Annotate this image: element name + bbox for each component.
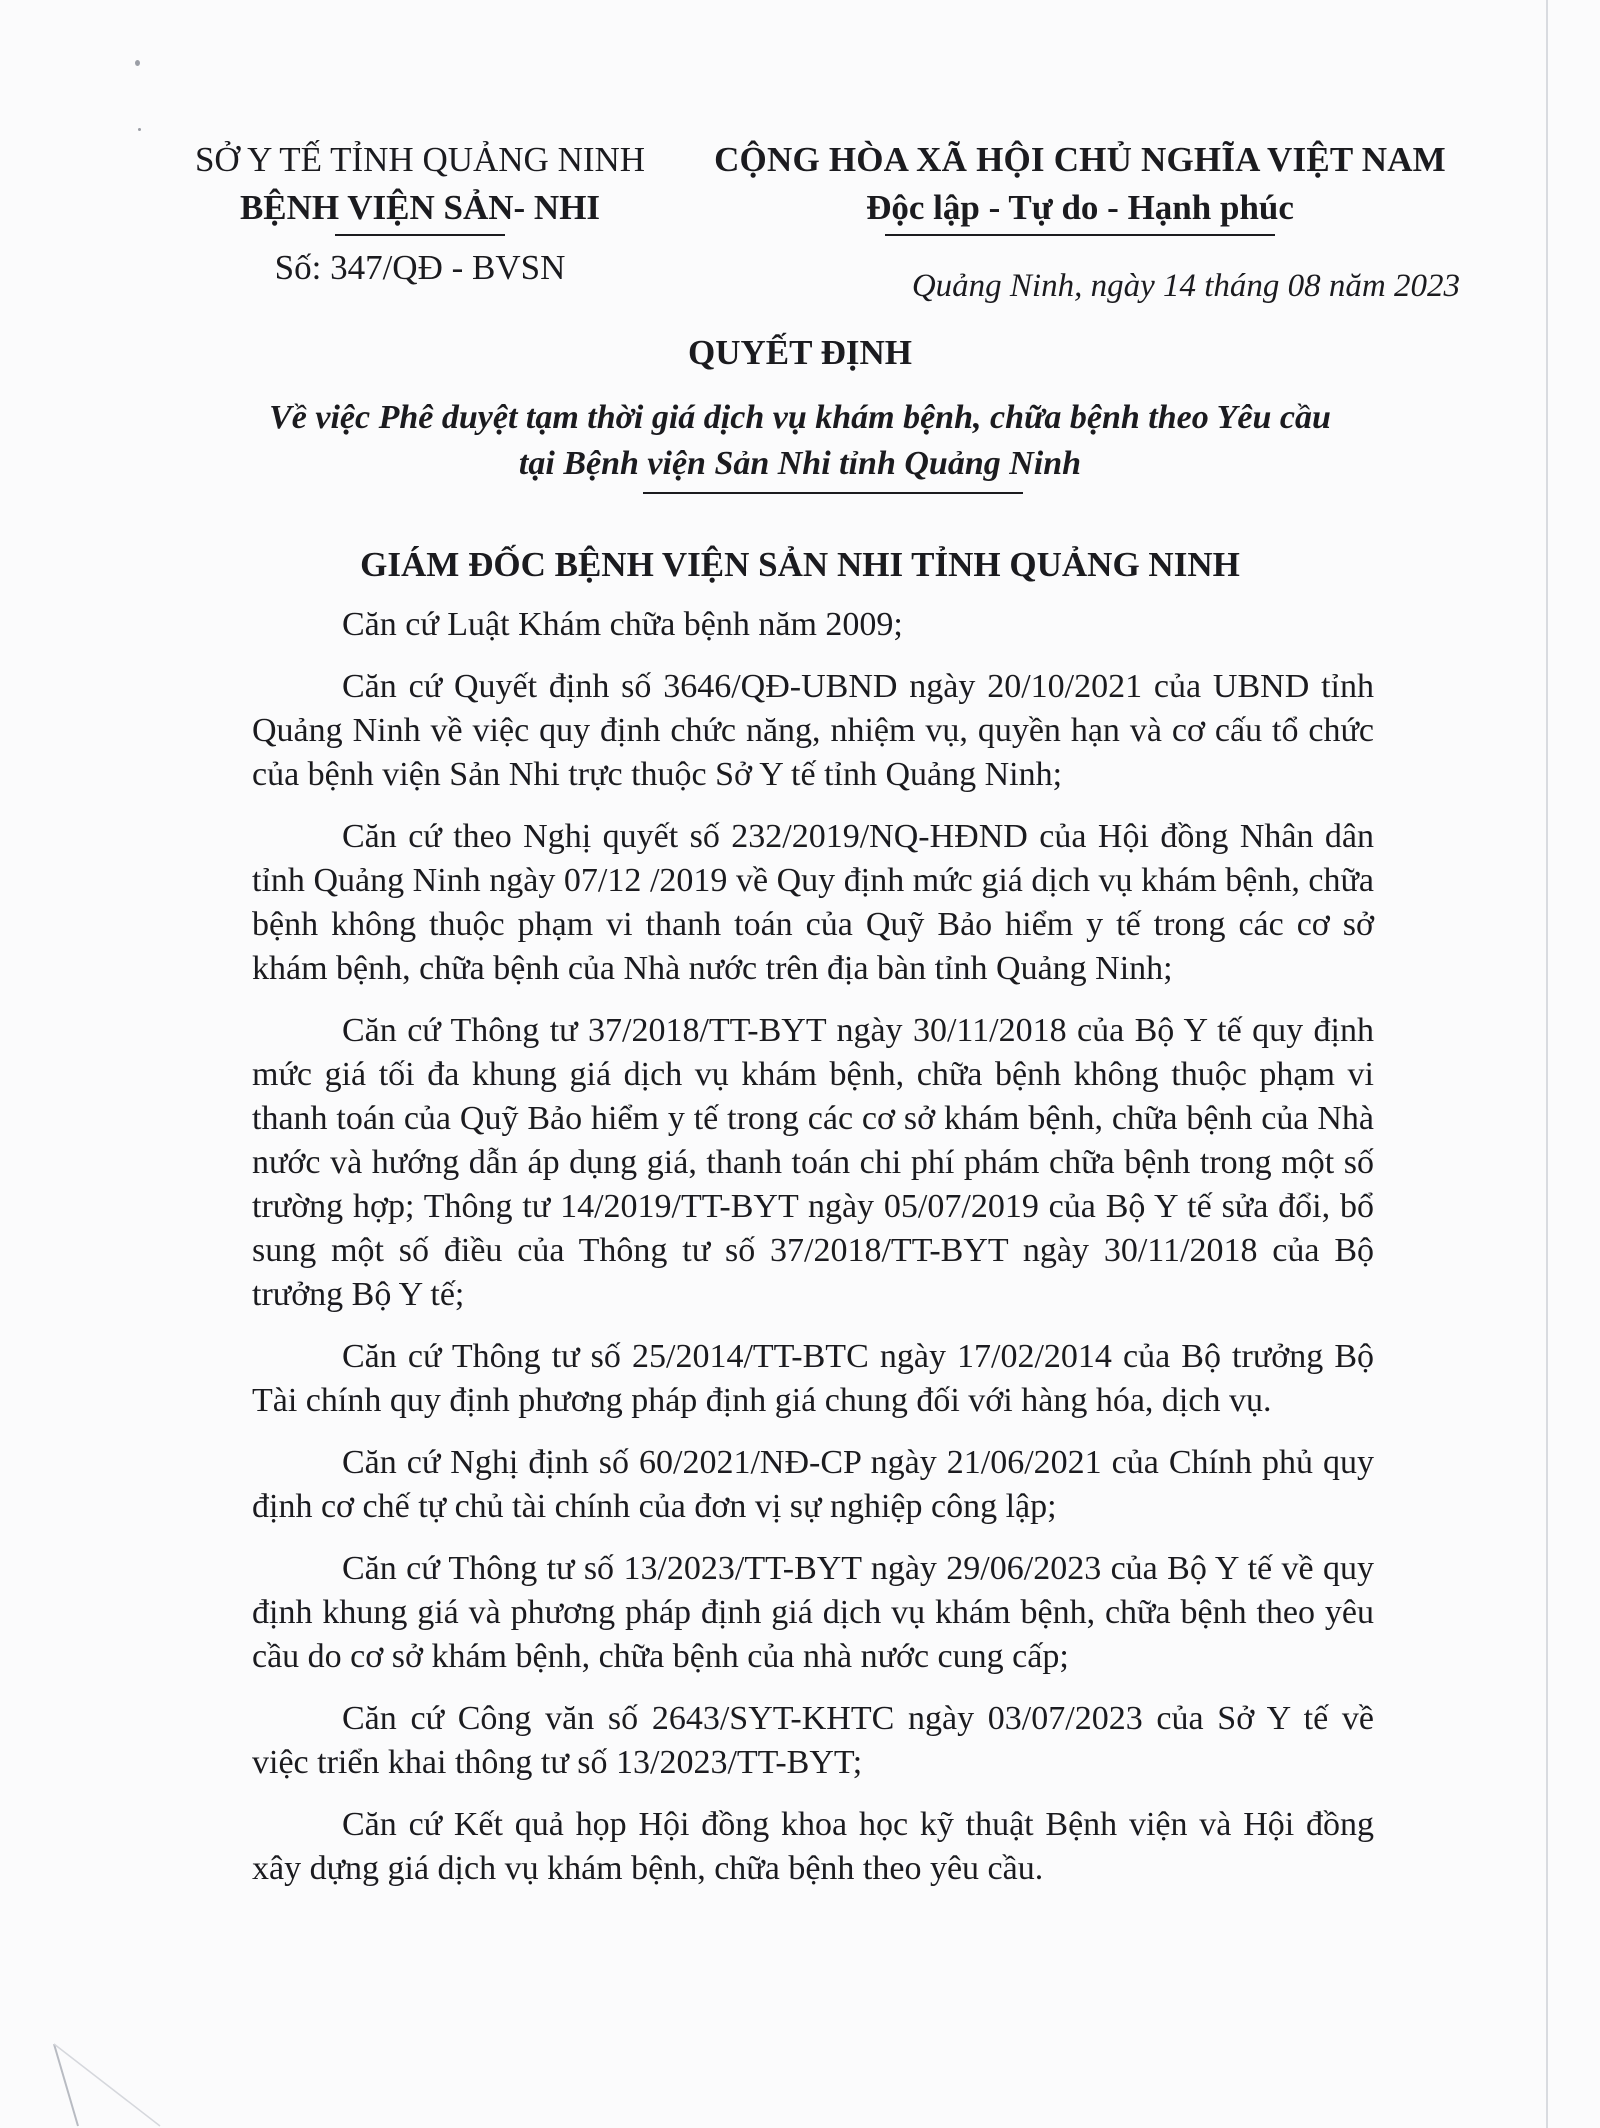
- document-subject: [0, 395, 1600, 487]
- legal-basis-paragraph: Căn cứ Thông tư 37/2018/TT-BYT ngày 30/11/2018 của Bộ Y tế quy định mức giá tối đa khung giá dịch vụ khám bệnh, chữa bệnh không thuộc phạm vi thanh toán của Quỹ Bảo hiểm y tế trong các cơ sở khám bệnh, chữa bệnh của Nhà nước và hướng dẫn áp dụng giá, thanh toán chi phí phám chữa bệnh trong một số trường hợp; Thông tư 14/2019/TT-BYT ngày 05/07/2019 của Bộ Y tế sửa đổi, bổ sung một số điều của Thông tư số 37/2018/TT-BYT ngày 30/11/2018 của Bộ trưởng Bộ Y tế;: [252, 1012, 1374, 1313]
- scan-speck: [138, 128, 141, 131]
- legal-basis-paragraph: Căn cứ Công văn số 2643/SYT-KHTC ngày 03/07/2023 của Sở Y tế về việc triển khai thông tư số 13/2023/TT-BYT;: [252, 1700, 1374, 1781]
- hospital-name: BỆNH VIỆN SẢN- NHI: [239, 187, 601, 227]
- issuing-agency-block: [170, 138, 670, 289]
- legal-basis-paragraph: Căn cứ Kết quả họp Hội đồng khoa học kỹ thuật Bệnh viện và Hội đồng xây dựng giá dịch vụ khám bệnh, chữa bệnh theo yêu cầu.: [252, 1806, 1374, 1887]
- scan-edge-line: [1546, 0, 1548, 2128]
- document-body: [252, 603, 1374, 1909]
- legal-basis-paragraph: Căn cứ Nghị định số 60/2021/NĐ-CP ngày 21/06/2021 của Chính phủ quy định cơ chế tự chủ tài chính của đơn vị sự nghiệp công lập;: [252, 1444, 1374, 1525]
- scan-speck: [135, 60, 140, 66]
- legal-basis-paragraph: Căn cứ Thông tư số 25/2014/TT-BTC ngày 17/02/2014 của Bộ trưởng Bộ Tài chính quy định phương pháp định giá chung đối với hàng hóa, dịch vụ.: [252, 1338, 1374, 1419]
- motto-underline: [885, 234, 1275, 236]
- hospital-underline: [335, 234, 505, 236]
- document-title: QUYẾT ĐỊNH: [688, 333, 912, 372]
- subject-line-2: tại Bệnh viện Sản Nhi tỉnh Quảng Ninh: [518, 444, 1082, 482]
- nation-name: CỘNG HÒA XÃ HỘI CHỦ NGHĨA VIỆT NAM: [714, 140, 1446, 179]
- subject-underline: [643, 492, 1023, 494]
- document-number: Số: 347/QĐ - BVSN: [274, 247, 566, 287]
- legal-basis-paragraph: Căn cứ Luật Khám chữa bệnh năm 2009;: [342, 606, 903, 643]
- subject-line-1: Về việc Phê duyệt tạm thời giá dịch vụ khám bệnh, chữa bệnh theo Yêu cầu: [269, 399, 1331, 436]
- issuing-authority: GIÁM ĐỐC BỆNH VIỆN SẢN NHI TỈNH QUẢNG NINH: [360, 545, 1240, 584]
- national-motto: Độc lập - Tự do - Hạnh phúc: [866, 187, 1294, 227]
- legal-basis-paragraph: Căn cứ Quyết định số 3646/QĐ-UBND ngày 20/10/2021 của UBND tỉnh Quảng Ninh về việc quy định chức năng, nhiệm vụ, quyền hạn và cơ cấu tổ chức của bệnh viện Sản Nhi trực thuộc Sở Y tế tỉnh Quảng Ninh;: [252, 668, 1374, 793]
- agency-name: SỞ Y TẾ TỈNH QUẢNG NINH: [194, 140, 646, 179]
- legal-basis-paragraph: Căn cứ Thông tư số 13/2023/TT-BYT ngày 29/06/2023 của Bộ Y tế về quy định khung giá và phương pháp định giá dịch vụ khám bệnh, chữa bệnh theo yêu cầu do cơ sở khám bệnh, chữa bệnh của nhà nước cung cấp;: [252, 1550, 1374, 1675]
- issue-date: Quảng Ninh, ngày 14 tháng 08 năm 2023: [911, 268, 1460, 304]
- legal-basis-paragraph: Căn cứ theo Nghị quyết số 232/2019/NQ-HĐND của Hội đồng Nhân dân tỉnh Quảng Ninh ngày 07/12 /2019 về Quy định mức giá dịch vụ khám bệnh, chữa bệnh không thuộc phạm vi thanh toán của Quỹ Bảo hiểm y tế trong các cơ sở khám bệnh, chữa bệnh của Nhà nước trên địa bàn tỉnh Quảng Ninh;: [252, 818, 1374, 987]
- page-corner-mark: [52, 2030, 162, 2128]
- national-header-block: [700, 138, 1460, 236]
